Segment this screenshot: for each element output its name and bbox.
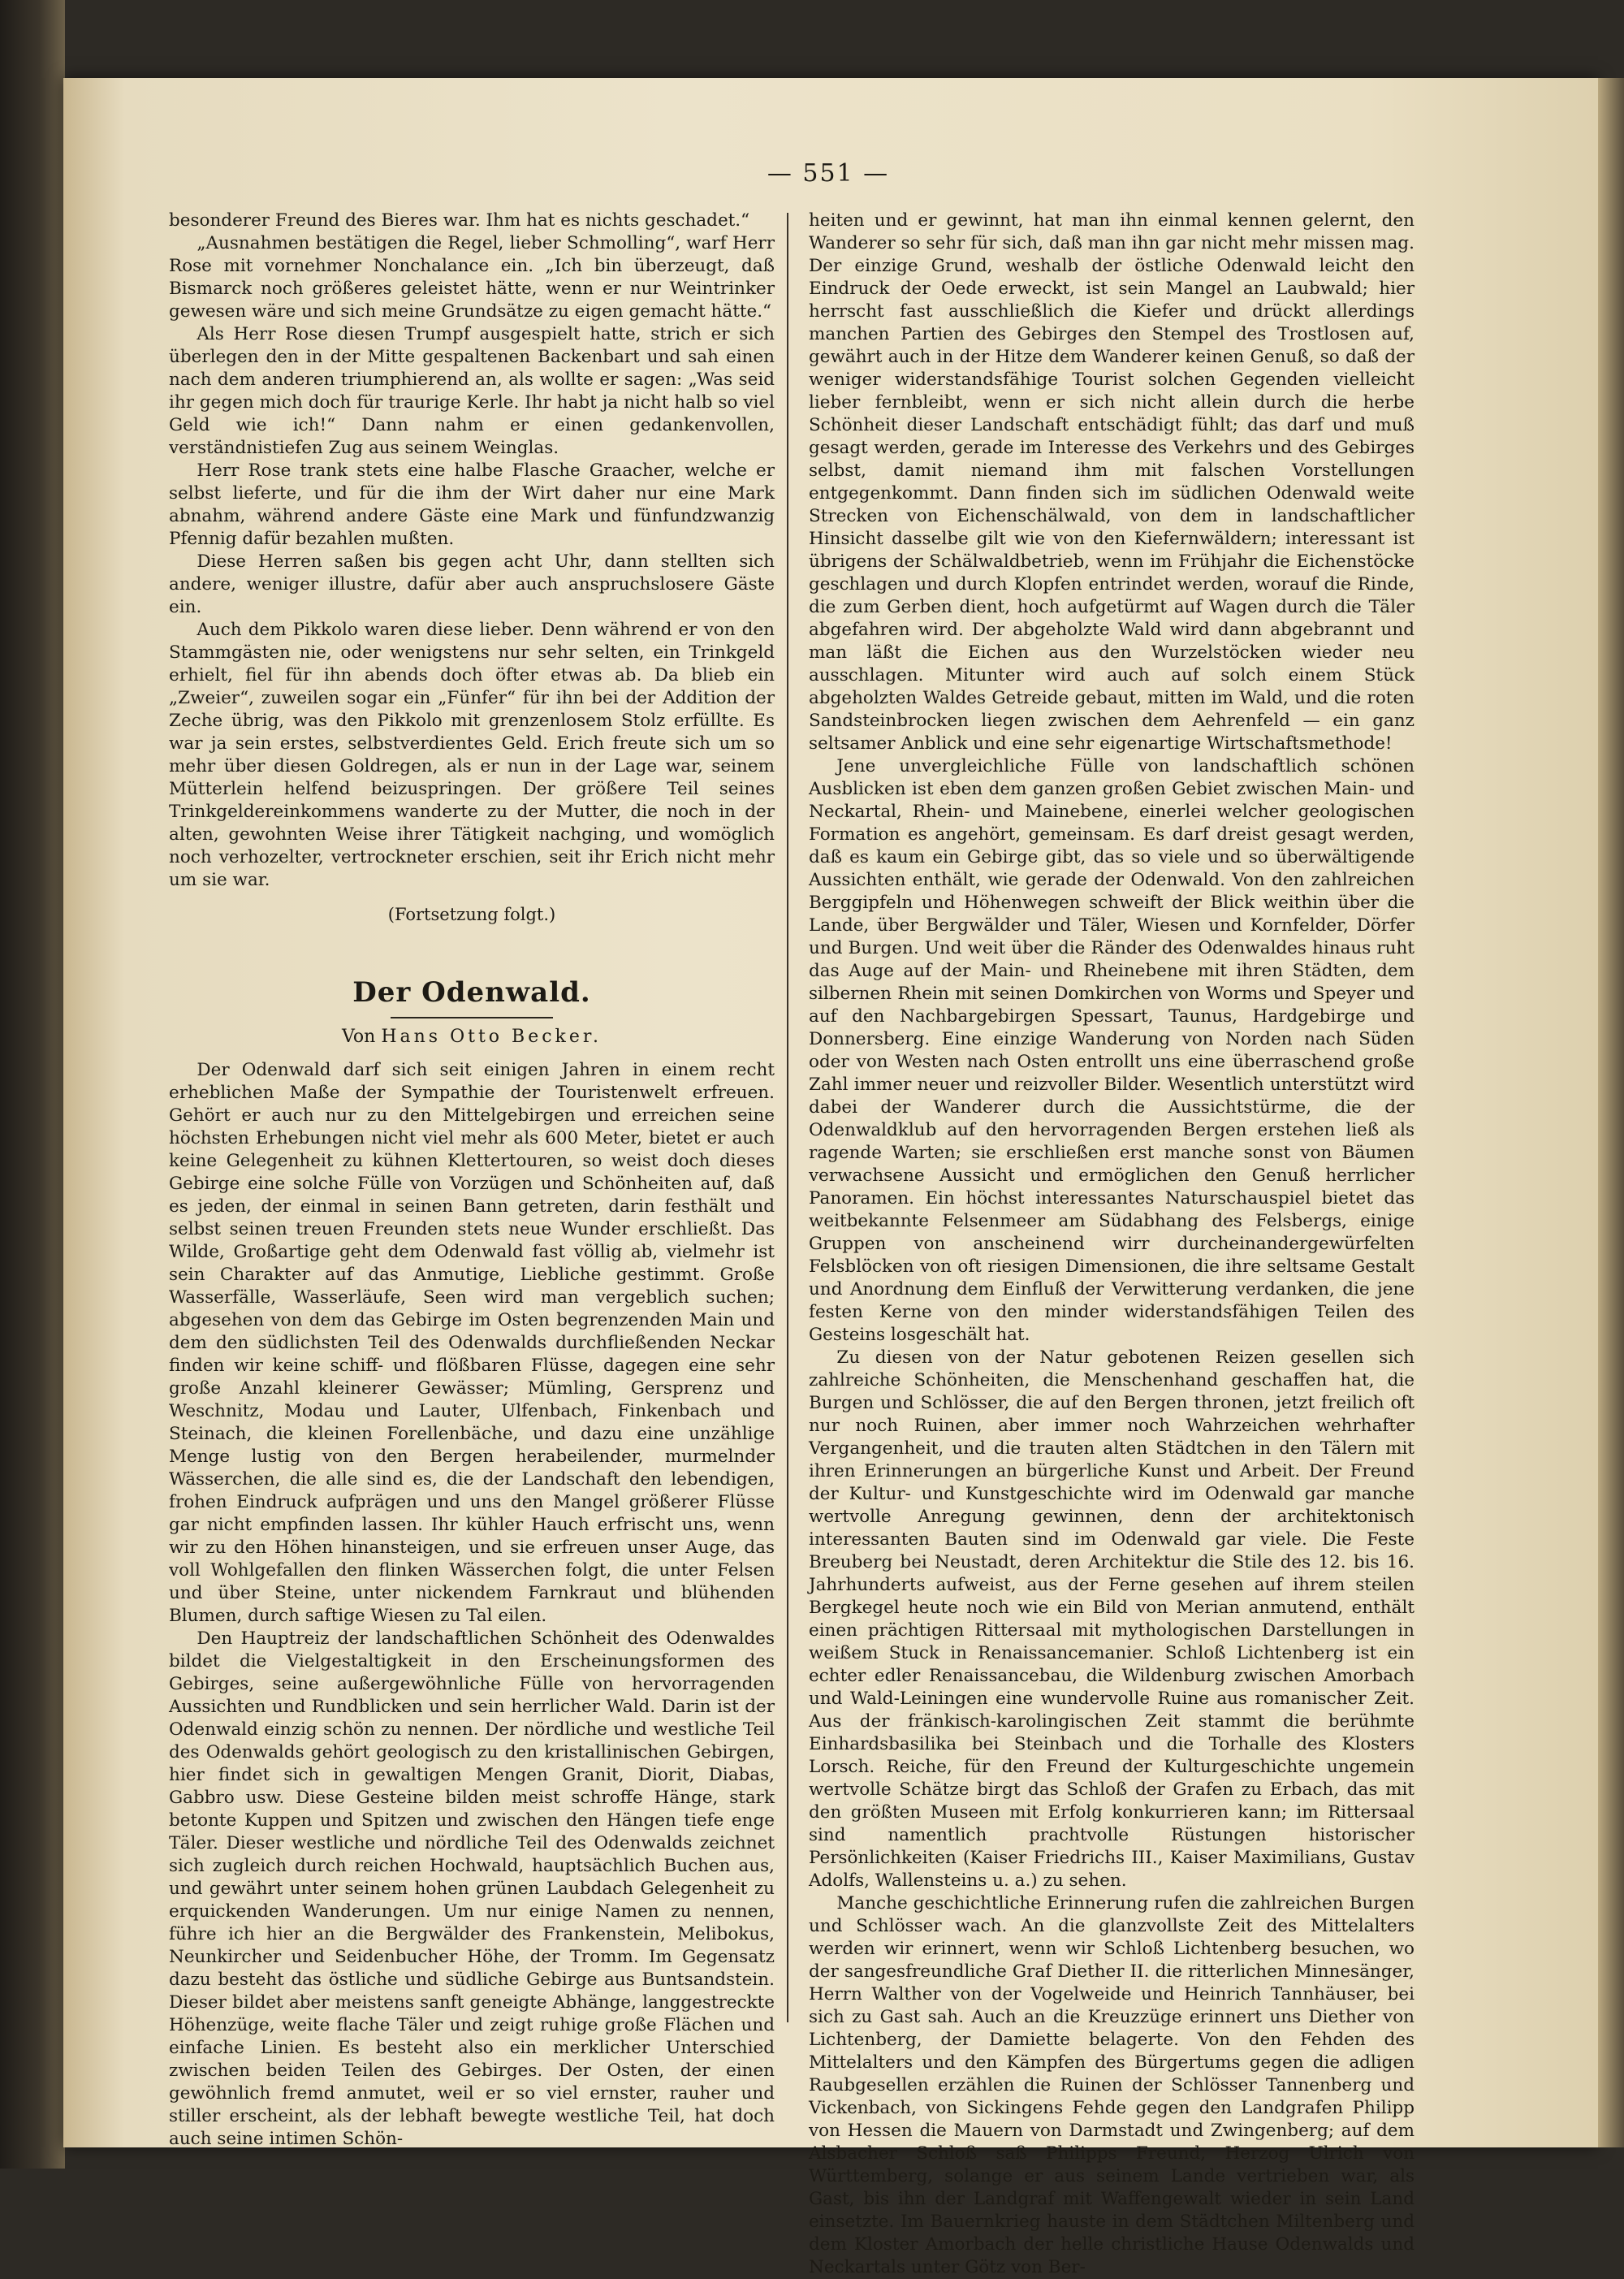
article-paragraph: heiten und er gewinnt, hat man ihn einmal kennen gelernt, den Wanderer so sehr für sich, daß man ihn gar nicht mehr missen mag. Der einzige Grund, weshalb der östliche Odenwald leicht den Eindruck der Oede erweckt, ist sein Mangel an Laubwald; hier herrscht fast ausschließlich die Kiefer und drückt allerdings manchen Partien des Gebirges den Stempel des Trostlosen auf, gewährt auch in der Hitze dem Wanderer keinen Genuß, so daß der weniger widerstandsfähige Tourist solchen Gegenden vielleicht lieber fernbleibt, wenn er sich nicht allein durch die herbe Schönheit dieser Landschaft entschädigt fühlt; das darf und muß gesagt werden, gerade im Interesse des Verkehrs und des Gebirges selbst, damit niemand ihm mit falschen Vorstellungen entgegenkommt. Dann finden sich im südlichen Odenwald weite Strecken von Eichenschälwald, von dem in landschaftlicher Hinsicht dasselbe gilt wie von den Kiefernwäldern; interessant ist übrigens der Schälwaldbetrieb, wenn im Frühjahr die Eichenstöcke geschlagen und durch Klopfen entrindet werden, worauf die Rinde, die zum Gerben dient, hoch aufgetürmt auf Wagen durch die Täler abgefahren wird. Der abgeholzte Wald wird dann abgebrannt und man läßt die Eichen aus den Wurzelstöcken wieder neu ausschlagen. Mitunter wird auch auf solch einem Stück abgeholzten Waldes Getreide gebaut, mitten im Wald, und die roten Sandsteinbrocken liegen zwischen dem Aehrenfeld — ein ganz seltsamer Anblick und eine sehr eigenartige Wirtschaftsmethode! (809, 210, 1415, 754)
column-divider (787, 213, 788, 2022)
article-header (169, 976, 775, 1049)
left-column (169, 210, 775, 2151)
article-paragraph: Der Odenwald darf sich seit einigen Jahren in einem recht erheblichen Maße der Sympathie der Touristenwelt erfreuen. Gehört er auch nur zu den Mittelgebirgen und erreichen seine höchsten Erhebungen nicht viel mehr als 600 Meter, bietet er auch keine Gelegenheit zu kühnen Klettertouren, so weist doch dieses Gebirge eine solche Fülle von Vorzügen und Schönheiten auf, daß es jeden, der einmal in seinen Bann getreten, darin festhält und selbst seinen treuen Freunden stets neue Wunder erschließt. Das Wilde, Großartige geht dem Odenwald fast völlig ab, vielmehr ist sein Charakter auf das Anmutige, Liebliche gestimmt. Große Wasserfälle, Wasserläufe, Seen wird man vergeblich suchen; abgesehen von dem das Gebirge im Osten begrenzenden Main und dem den südlichsten Teil des Odenwalds durchfließenden Neckar finden wir keine schiff- und flößbaren Flüsse, dagegen eine sehr große Anzahl kleinerer Gewässer; Mümling, Gersprenz und Weschnitz, Modau und Lauter, Ulfenbach, Finkenbach und Steinach, die kleinen Forellenbäche, und dazu eine unzählige Menge lustig von den Bergen herabeilender, murmelnder Wässerchen, die alle sind es, die der Landschaft den lebendigen, frohen Eindruck aufprägen und uns den Mangel größerer Flüsse gar nicht empfinden lassen. Ihr kühler Hauch erfrischt uns, wenn wir zu den Höhen hinansteigen, und sie erfreuen unser Auge, das voll Wohlgefallen den flinken Wässerchen folgt, die unter Felsen und über Steine, unter nickendem Farnkraut und blühenden Blumen, durch saftige Wiesen zu Tal eilen. (169, 1060, 775, 1626)
serial-paragraph: Herr Rose trank stets eine halbe Flasche Graacher, welche er selbst lieferte, und für die ihm der Wirt daher nur eine Mark abnahm, während andere Gäste eine Mark und fünfundzwanzig Pfennig dafür bezahlen mußten. (169, 461, 775, 549)
article-paragraph: Jene unvergleichliche Fülle von landschaftlich schönen Ausblicken ist eben dem ganzen großen Gebiet zwischen Main- und Neckartal, Rhein- und Mainebene, einerlei welcher geologischen Formation es angehört, gemeinsam. Es darf dreist gesagt werden, daß es kaum ein Gebirge gibt, das so viele und so überwältigende Aussichten enthält, wie gerade der Odenwald. Von den zahlreichen Berggipfeln und Höhenwegen schweift der Blick weithin über die Lande, über Bergwälder und Täler, Wiesen und Kornfelder, Dörfer und Burgen. Und weit über die Ränder des Odenwaldes hinaus ruht das Auge auf der Main- und Rheinebene mit ihren Städten, dem silbernen Rhein mit seinen Domkirchen von Worms und Speyer und auf den Nachbargebirgen Spessart, Taunus, Hardgebirge und Donnersberg. Eine einzige Wanderung von Norden nach Süden oder von Westen nach Osten entrollt uns eine überraschend große Zahl immer neuer und reizvoller Bilder. Wesentlich unterstützt wird dabei der Wanderer durch die Aussichtstürme, die der Odenwaldklub auf den hervorragenden Bergen erstehen ließ als ragende Warten; sie erschließen erst manche sonst von Bäumen verwachsene Aussicht und ermöglichen den Genuß herrlicher Panoramen. Ein höchst interessantes Naturschauspiel bietet das weitbekannte Felsenmeer am Südabhang des Felsbergs, einige Gruppen von anscheinend wirr durcheinandergewürfelten Felsblöcken von oft riesigen Dimensionen, die ihre seltsame Gestalt und Anordnung dem Einfluß der Verwitterung verdanken, die jene festen Kerne von den minder widerstandsfähigen Teilen des Gesteins losgeschält hat. (809, 756, 1415, 1345)
serial-paragraph: „Ausnahmen bestätigen die Regel, lieber Schmolling“, warf Herr Rose mit vornehmer Nonchalance ein. „Ich bin überzeugt, daß Bismarck noch größeres geleistet hätte, wenn er nur Weintrinker gewesen wäre und sich meine Grundsätze zu eigen gemacht hätte.“ (169, 233, 775, 322)
serial-paragraph: Als Herr Rose diesen Trumpf ausgespielt hatte, strich er sich überlegen den in der Mitte gespaltenen Backenbart und sah einen nach dem anderen triumphierend an, als wollte er sagen: „Was seid ihr gegen mich doch für traurige Kerle. Ihr habt ja nicht halb so viel Geld wie ich!“ Dann nahm er einen gedankenvollen, verständnistiefen Zug aus seinem Weinglas. (169, 324, 775, 458)
article-paragraph: Den Hauptreiz der landschaftlichen Schönheit des Odenwaldes bildet die Vielgestaltigkeit in den Erscheinungsformen des Gebirges, seine außergewöhnliche Fülle von hervorragenden Aussichten und Rundblicken und sein herrlicher Wald. Darin ist der Odenwald einzig schön zu nennen. Der nördliche und westliche Teil des Odenwalds gehört geologisch zu den kristallinischen Gebirgen, hier findet sich in gewaltigen Mengen Granit, Diorit, Diabas, Gabbro usw. Diese Gesteine bilden meist schroffe Hänge, stark betonte Kuppen und Spitzen und zwischen den Hängen tiefe enge Täler. Dieser westliche und nördliche Teil des Odenwalds zeichnet sich zugleich durch reichen Hochwald, hauptsächlich Buchen aus, und gewährt unter seinem hohen grünen Laubdach Gelegenheit zu erquickenden Wanderungen. Um nur einige Namen zu nennen, führe ich hier an die Bergwälder des Frankenstein, Melibokus, Neunkircher und Seidenbucher Höhe, der Tromm. Im Gegensatz dazu besteht das östliche und südliche Gebirge aus Buntsandstein. Dieser bildet aber meistens sanft geneigte Abhänge, langgestreckte Höhenzüge, weite flache Täler und zeigt ruhige große Flächen und einfache Linien. Es besteht also ein merklicher Unterschied zwischen beiden Teilen des Gebirges. Der Osten, der einen gewöhnlich fremd anmutet, weil er so viel ernster, rauher und stiller erscheint, als der lebhaft bewegte westliche Teil, hat doch auch seine intimen Schön- (169, 1628, 775, 2149)
byline-author: Hans Otto Becker. (381, 1027, 602, 1047)
byline (169, 1025, 775, 1049)
page-number: — 551 — (767, 159, 890, 188)
article-paragraph: Zu diesen von der Natur gebotenen Reizen gesellen sich zahlreiche Schönheiten, die Menschenhand geschaffen hat, die Burgen und Schlösser, die auf den Bergen thronen, jetzt freilich oft nur noch Ruinen, aber immer noch Wahrzeichen wehrhafter Vergangenheit, und die trauten alten Städtchen in den Tälern mit ihren Erinnerungen an bürgerliche Kunst und Arbeit. Der Freund der Kultur- und Kunstgeschichte wird im Odenwald gar manche wertvolle Anregung gewinnen, denn der architektonisch interessanten Bauten sind im Odenwald gar viele. Die Feste Breuberg bei Neustadt, deren Architektur die Stile des 12. bis 16. Jahrhunderts aufweist, aus der Ferne gesehen auf ihrem steilen Bergkegel heute noch wie ein Bild von Merian anmutend, enthält einen prächtigen Rittersaal mit mythologischen Darstellungen in weißem Stuck in Renaissancemanier. Schloß Lichtenberg ist ein echter edler Renaissancebau, die Wildenburg zwischen Amorbach und Wald-Leiningen eine wundervolle Ruine aus romanischer Zeit. Aus der fränkisch-karolingischen Zeit stammt die berühmte Einhardsbasilika bei Steinbach und die Torhalle des Klosters Lorsch. Reiche, für den Freund der Kulturgeschichte ungemein wertvolle Schätze birgt das Schloß der Grafen zu Erbach, das mit den größten Museen mit Erfolg konkurrieren kann; im Rittersaal sind namentlich prachtvolle Rüstungen historischer Persönlichkeiten (Kaiser Friedrichs III., Kaiser Maximilians, Gustav Adolfs, Wallensteins u. a.) zu sehen. (809, 1347, 1415, 1891)
serial-paragraph: Diese Herren saßen bis gegen acht Uhr, dann stellten sich andere, weniger illustre, dafür aber auch anspruchslosere Gäste ein. (169, 551, 775, 617)
serial-paragraph: Auch dem Pikkolo waren diese lieber. Denn während er von den Stammgästen nie, oder wenigstens nur sehr selten, ein Trinkgeld erhielt, fiel für ihn abends doch öfter etwas ab. Da blieb ein „Zweier“, zuweilen sogar ein „Fünfer“ für ihn bei der Addition der Zeche übrig, was den Pikkolo mit grenzenlosem Stolz erfüllte. Es war ja sein erstes, selbstverdientes Geld. Erich freute sich um so mehr über diesen Goldregen, als er nun in der Lage war, seinem Mütterlein helfend beizuspringen. Der größere Teil seines Trinkgeldereinkommens wanderte zu der Mutter, die noch in der alten, gewohnten Weise ihrer Tätigkeit nachging, und womöglich noch verhozelter, vertrockneter erschien, seit ihr Erich nicht mehr um sie war. (169, 620, 775, 890)
article-paragraph: Manche geschichtliche Erinnerung rufen die zahlreichen Burgen und Schlösser wach. An die glanzvollste Zeit des Mittelalters werden wir erinnert, wenn wir Schloß Lichtenberg besuchen, wo der sangesfreundliche Graf Diether II. die ritterlichen Minnesänger, Herrn Walther von der Vogelweide und Heinrich Tannhäuser, bei sich zu Gast sah. Auch an die Kreuzzüge erinnert uns Diether von Lichtenberg, der Damiette belagerte. Von den Fehden des Mittelalters und den Kämpfen des Bürgertums gegen die adligen Raubgesellen erzählen die Ruinen der Schlösser Tannenberg und Vickenbach, von Sickingens Fehde gegen den Landgrafen Philipp von Hessen die Mauern von Darmstadt und Zwingenberg; auf dem Alsbacher Schloß saß Philipps Freund, Herzog Ulrich von Württemberg, solange er aus seinem Lande vertrieben war, als Gast, bis ihn der Landgraf mit Waffengewalt wieder in sein Land einsetzte. Im Bauernkrieg hauste in dem Städtchen Miltenberg und dem Kloster Amorbach der helle christliche Hause Odenwalds und Neckartals unter Götz von Ber- (809, 1893, 1415, 2277)
byline-prefix: Von (342, 1027, 376, 1047)
title-divider (391, 1017, 553, 1018)
continued-note: (Fortsetzung folgt.) (387, 905, 556, 924)
right-column (809, 210, 1415, 2279)
serial-paragraph: besonderer Freund des Bieres war. Ihm hat es nichts geschadet.“ (169, 210, 750, 231)
page-edge (1598, 78, 1624, 2147)
article-title: Der Odenwald. (352, 976, 591, 1009)
book-binding (0, 0, 65, 2169)
